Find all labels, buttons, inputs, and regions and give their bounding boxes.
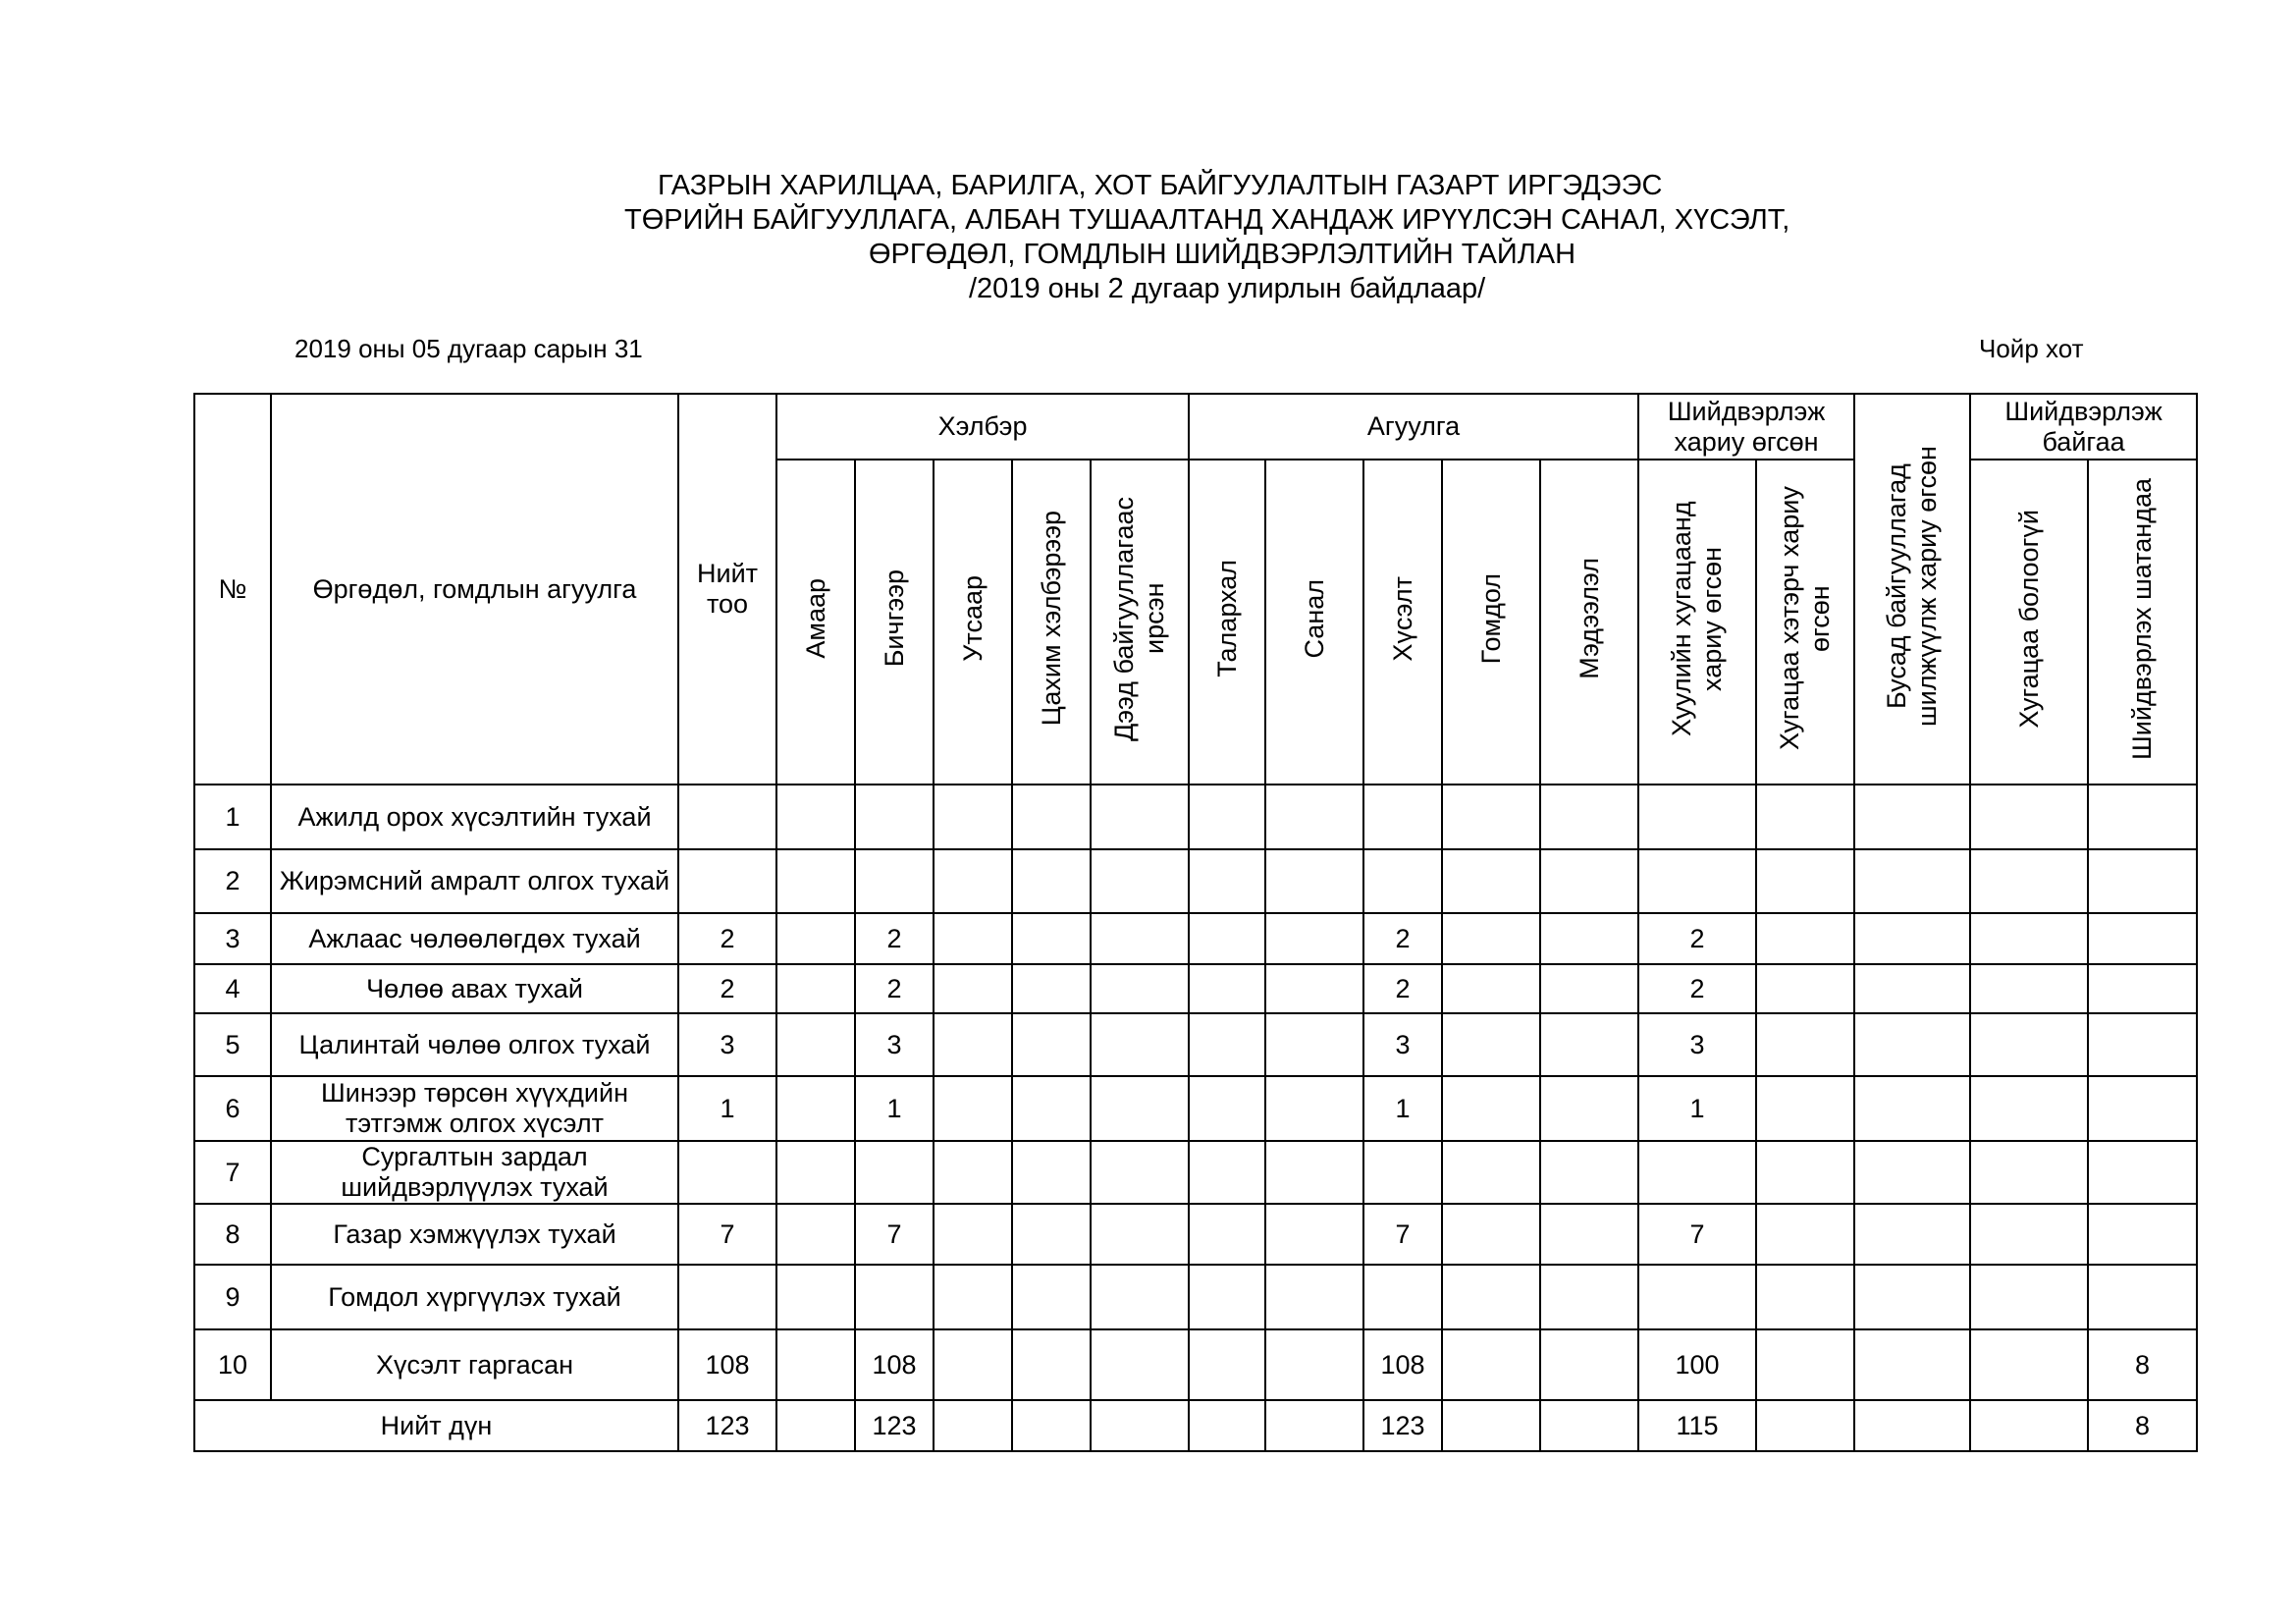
subheader-legal-time [1638, 460, 1756, 785]
cell-written: 2 [855, 964, 934, 1013]
cell-no: 4 [194, 964, 271, 1013]
cell-proposal [1265, 964, 1363, 1013]
subheader-oral-label: Амаар [800, 578, 830, 659]
total-report [1540, 1400, 1638, 1451]
cell-in-process [2088, 1013, 2197, 1076]
cell-forwarded [1854, 964, 1970, 1013]
cell-thanks [1189, 913, 1265, 964]
cell-phone [934, 849, 1012, 913]
subheader-proposal-label: Санал [1299, 578, 1329, 659]
subheader-request-label: Хүсэлт [1387, 575, 1417, 662]
cell-no: 9 [194, 1265, 271, 1329]
cell-late [1756, 1329, 1854, 1400]
subheader-thanks-label: Талархал [1211, 560, 1242, 677]
cell-legal-time: 2 [1638, 913, 1756, 964]
total-total: 123 [678, 1400, 776, 1451]
cell-legal-time: 100 [1638, 1329, 1756, 1400]
subheader-written [855, 460, 934, 785]
subheader-request [1363, 460, 1442, 785]
cell-not-due [1970, 1141, 2088, 1204]
cell-complaint [1442, 849, 1540, 913]
title-line-2: ТӨРИЙН БАЙГУУЛЛАГА, АЛБАН ТУШААЛТАНД ХАНДАЖ ИРҮҮЛСЭН САНАЛ, ХҮСЭЛТ, [624, 204, 1790, 236]
subheader-phone [934, 460, 1012, 785]
cell-request [1363, 849, 1442, 913]
cell-not-due [1970, 1204, 2088, 1265]
cell-legal-time: 7 [1638, 1204, 1756, 1265]
cell-forwarded [1854, 1329, 1970, 1400]
cell-proposal [1265, 849, 1363, 913]
cell-oral [776, 849, 855, 913]
report-location: Чойр хот [1979, 334, 2084, 363]
cell-phone [934, 964, 1012, 1013]
total-late [1756, 1400, 1854, 1451]
header-forwarded-label: Бусад байгууллагад шилжүүлж хариу өгсөн [1882, 445, 1943, 727]
cell-complaint [1442, 1076, 1540, 1141]
cell-not-due [1970, 849, 2088, 913]
cell-report [1540, 1076, 1638, 1141]
cell-oral [776, 785, 855, 849]
table-row [194, 1141, 2197, 1204]
cell-oral [776, 1076, 855, 1141]
cell-not-due [1970, 1076, 2088, 1141]
cell-proposal [1265, 785, 1363, 849]
cell-report [1540, 849, 1638, 913]
cell-no: 10 [194, 1329, 271, 1400]
total-higher-org [1091, 1400, 1189, 1451]
cell-higher-org [1091, 849, 1189, 913]
cell-content: Хүсэлт гаргасан [271, 1329, 678, 1400]
cell-forwarded [1854, 1141, 1970, 1204]
cell-in-process [2088, 1204, 2197, 1265]
cell-electronic [1012, 785, 1091, 849]
cell-total: 108 [678, 1329, 776, 1400]
cell-legal-time [1638, 1265, 1756, 1329]
cell-complaint [1442, 1141, 1540, 1204]
subheader-written-label: Бичгээр [879, 569, 909, 668]
cell-report [1540, 964, 1638, 1013]
cell-oral [776, 964, 855, 1013]
cell-forwarded [1854, 913, 1970, 964]
cell-not-due [1970, 1265, 2088, 1329]
cell-complaint [1442, 785, 1540, 849]
cell-request [1363, 1265, 1442, 1329]
cell-report [1540, 1204, 1638, 1265]
table-row [194, 964, 2197, 1013]
subheader-not-due [1970, 460, 2088, 785]
cell-no: 1 [194, 785, 271, 849]
cell-total: 2 [678, 964, 776, 1013]
cell-total: 3 [678, 1013, 776, 1076]
header-total [678, 394, 776, 785]
cell-late [1756, 1013, 1854, 1076]
cell-total [678, 1265, 776, 1329]
cell-no: 3 [194, 913, 271, 964]
cell-complaint [1442, 1204, 1540, 1265]
cell-thanks [1189, 1329, 1265, 1400]
cell-thanks [1189, 1204, 1265, 1265]
total-proposal [1265, 1400, 1363, 1451]
cell-proposal [1265, 1013, 1363, 1076]
subheader-complaint [1442, 460, 1540, 785]
cell-written [855, 849, 934, 913]
cell-thanks [1189, 1141, 1265, 1204]
subheader-in-process [2088, 460, 2197, 785]
title-line-3: ӨРГӨДӨЛ, ГОМДЛЫН ШИЙДВЭРЛЭЛТИЙН ТАЙЛАН [869, 239, 1576, 270]
cell-late [1756, 1204, 1854, 1265]
subheader-thanks [1189, 460, 1265, 785]
subheader-not-due-label: Хугацаа болоогүй [2013, 509, 2044, 729]
cell-in-process [2088, 785, 2197, 849]
cell-not-due [1970, 1329, 2088, 1400]
cell-written: 108 [855, 1329, 934, 1400]
cell-no: 5 [194, 1013, 271, 1076]
header-topic: Агуулга [1189, 394, 1638, 460]
cell-electronic [1012, 849, 1091, 913]
cell-legal-time: 3 [1638, 1013, 1756, 1076]
header-content: Өргөдөл, гомдлын агуулга [271, 394, 678, 785]
subheader-oral [776, 460, 855, 785]
title-line-4: /2019 оны 2 дугаар улирлын байдлаар/ [969, 273, 1486, 304]
total-legal-time: 115 [1638, 1400, 1756, 1451]
cell-report [1540, 1265, 1638, 1329]
subheader-phone-label: Утсаар [957, 575, 988, 662]
cell-higher-org [1091, 964, 1189, 1013]
cell-report [1540, 1013, 1638, 1076]
cell-legal-time [1638, 1141, 1756, 1204]
cell-legal-time: 1 [1638, 1076, 1756, 1141]
cell-total [678, 1141, 776, 1204]
total-thanks [1189, 1400, 1265, 1451]
cell-phone [934, 785, 1012, 849]
cell-in-process: 8 [2088, 1329, 2197, 1400]
cell-content: Ажлаас чөлөөлөгдөх тухай [271, 913, 678, 964]
cell-oral [776, 1265, 855, 1329]
cell-higher-org [1091, 1265, 1189, 1329]
cell-late [1756, 964, 1854, 1013]
table-row [194, 1013, 2197, 1076]
cell-oral [776, 1013, 855, 1076]
cell-total: 2 [678, 913, 776, 964]
subheader-electronic [1012, 460, 1091, 785]
cell-legal-time [1638, 849, 1756, 913]
cell-in-process [2088, 964, 2197, 1013]
cell-higher-org [1091, 1204, 1189, 1265]
total-in-process: 8 [2088, 1400, 2197, 1451]
cell-content: Жирэмсний амралт олгох тухай [271, 849, 678, 913]
subheader-legal-time-label: Хуулийн хугацаанд хариу өгсөн [1667, 501, 1728, 736]
total-not-due [1970, 1400, 2088, 1451]
cell-higher-org [1091, 1076, 1189, 1141]
cell-electronic [1012, 1265, 1091, 1329]
cell-late [1756, 913, 1854, 964]
cell-no: 2 [194, 849, 271, 913]
cell-legal-time [1638, 785, 1756, 849]
cell-forwarded [1854, 1265, 1970, 1329]
cell-complaint [1442, 1329, 1540, 1400]
cell-total: 7 [678, 1204, 776, 1265]
table-row [194, 913, 2197, 964]
cell-report [1540, 1141, 1638, 1204]
cell-oral [776, 1141, 855, 1204]
cell-complaint [1442, 913, 1540, 964]
cell-not-due [1970, 913, 2088, 964]
header-total-label: Нийт тоо [696, 559, 759, 619]
cell-content: Газар хэмжүүлэх тухай [271, 1204, 678, 1265]
total-oral [776, 1400, 855, 1451]
report-table [193, 393, 2198, 1452]
cell-content: Гомдол хүргүүлэх тухай [271, 1265, 678, 1329]
total-request: 123 [1363, 1400, 1442, 1451]
total-label: Нийт дүн [194, 1400, 678, 1451]
table-row [194, 1204, 2197, 1265]
total-complaint [1442, 1400, 1540, 1451]
cell-complaint [1442, 964, 1540, 1013]
report-date: 2019 оны 05 дугаар сарын 31 [294, 334, 643, 363]
cell-higher-org [1091, 1013, 1189, 1076]
cell-proposal [1265, 1204, 1363, 1265]
cell-legal-time: 2 [1638, 964, 1756, 1013]
subheader-electronic-label: Цахим хэлбэрээр [1036, 511, 1066, 727]
cell-proposal [1265, 913, 1363, 964]
subheader-report [1540, 460, 1638, 785]
total-phone [934, 1400, 1012, 1451]
cell-written: 3 [855, 1013, 934, 1076]
cell-content: Сургалтын зардал шийдвэрлүүлэх тухай [271, 1141, 678, 1204]
cell-phone [934, 1265, 1012, 1329]
cell-phone [934, 1329, 1012, 1400]
cell-electronic [1012, 1329, 1091, 1400]
cell-higher-org [1091, 1329, 1189, 1400]
cell-report [1540, 1329, 1638, 1400]
cell-request: 7 [1363, 1204, 1442, 1265]
header-no: № [194, 394, 271, 785]
cell-content: Ажилд орох хүсэлтийн тухай [271, 785, 678, 849]
cell-content: Цалинтай чөлөө олгох тухай [271, 1013, 678, 1076]
cell-proposal [1265, 1265, 1363, 1329]
cell-request: 1 [1363, 1076, 1442, 1141]
subheader-report-label: Мэдээлэл [1574, 558, 1604, 679]
cell-thanks [1189, 785, 1265, 849]
cell-total [678, 849, 776, 913]
cell-report [1540, 785, 1638, 849]
cell-not-due [1970, 785, 2088, 849]
cell-higher-org [1091, 1141, 1189, 1204]
cell-late [1756, 1265, 1854, 1329]
cell-written [855, 1265, 934, 1329]
cell-higher-org [1091, 785, 1189, 849]
total-electronic [1012, 1400, 1091, 1451]
cell-electronic [1012, 913, 1091, 964]
cell-proposal [1265, 1329, 1363, 1400]
cell-late [1756, 849, 1854, 913]
table-row [194, 1329, 2197, 1400]
subheader-complaint-label: Гомдол [1475, 572, 1506, 665]
cell-total [678, 785, 776, 849]
cell-no: 6 [194, 1076, 271, 1141]
cell-complaint [1442, 1265, 1540, 1329]
cell-forwarded [1854, 1204, 1970, 1265]
cell-not-due [1970, 1013, 2088, 1076]
cell-content: Шинээр төрсөн хүүхдийн тэтгэмж олгох хүсэлт [271, 1076, 678, 1141]
total-written: 123 [855, 1400, 934, 1451]
subheader-late-label: Хугацаа хэтэрч хариу өгсөн [1775, 486, 1836, 751]
cell-in-process [2088, 1141, 2197, 1204]
cell-written: 7 [855, 1204, 934, 1265]
subheader-proposal [1265, 460, 1363, 785]
cell-thanks [1189, 964, 1265, 1013]
header-pending: Шийдвэрлэж байгаа [1970, 394, 2197, 460]
cell-oral [776, 1329, 855, 1400]
subheader-higher-org [1091, 460, 1189, 785]
cell-phone [934, 1076, 1012, 1141]
cell-forwarded [1854, 1013, 1970, 1076]
cell-proposal [1265, 1141, 1363, 1204]
cell-total: 1 [678, 1076, 776, 1141]
cell-complaint [1442, 1013, 1540, 1076]
cell-thanks [1189, 1265, 1265, 1329]
cell-phone [934, 913, 1012, 964]
cell-forwarded [1854, 1076, 1970, 1141]
cell-electronic [1012, 964, 1091, 1013]
cell-request: 2 [1363, 913, 1442, 964]
cell-content: Чөлөө авах тухай [271, 964, 678, 1013]
cell-no: 8 [194, 1204, 271, 1265]
cell-late [1756, 1076, 1854, 1141]
cell-request: 108 [1363, 1329, 1442, 1400]
subheader-in-process-label: Шийдвэрлэх шатандаа [2127, 477, 2158, 760]
cell-request [1363, 1141, 1442, 1204]
cell-in-process [2088, 1265, 2197, 1329]
cell-thanks [1189, 1076, 1265, 1141]
table-row [194, 785, 2197, 849]
table-row [194, 1265, 2197, 1329]
cell-electronic [1012, 1076, 1091, 1141]
cell-in-process [2088, 1076, 2197, 1141]
cell-higher-org [1091, 913, 1189, 964]
cell-in-process [2088, 849, 2197, 913]
subheader-late [1756, 460, 1854, 785]
cell-not-due [1970, 964, 2088, 1013]
total-row [194, 1400, 2197, 1451]
cell-phone [934, 1141, 1012, 1204]
header-form: Хэлбэр [776, 394, 1189, 460]
cell-written: 2 [855, 913, 934, 964]
cell-written [855, 785, 934, 849]
cell-forwarded [1854, 785, 1970, 849]
cell-forwarded [1854, 849, 1970, 913]
cell-thanks [1189, 849, 1265, 913]
header-resolved: Шийдвэрлэж хариу өгсөн [1638, 394, 1854, 460]
table-row [194, 849, 2197, 913]
cell-electronic [1012, 1141, 1091, 1204]
total-forwarded [1854, 1400, 1970, 1451]
cell-oral [776, 913, 855, 964]
cell-written [855, 1141, 934, 1204]
cell-phone [934, 1013, 1012, 1076]
cell-electronic [1012, 1204, 1091, 1265]
cell-late [1756, 785, 1854, 849]
table-row [194, 1076, 2197, 1141]
cell-electronic [1012, 1013, 1091, 1076]
cell-thanks [1189, 1013, 1265, 1076]
cell-oral [776, 1204, 855, 1265]
table-body [194, 785, 2197, 1451]
cell-in-process [2088, 913, 2197, 964]
cell-late [1756, 1141, 1854, 1204]
cell-request [1363, 785, 1442, 849]
subheader-higher-org-label: Дээд байгууллагаас ирсэн [1109, 496, 1170, 741]
cell-no: 7 [194, 1141, 271, 1204]
cell-written: 1 [855, 1076, 934, 1141]
header-forwarded [1854, 394, 1970, 785]
cell-report [1540, 913, 1638, 964]
cell-request: 2 [1363, 964, 1442, 1013]
cell-request: 3 [1363, 1013, 1442, 1076]
cell-phone [934, 1204, 1012, 1265]
cell-proposal [1265, 1076, 1363, 1141]
title-line-1: ГАЗРЫН ХАРИЛЦАА, БАРИЛГА, ХОТ БАЙГУУЛАЛТЫН ГАЗАРТ ИРГЭДЭЭС [658, 170, 1663, 201]
